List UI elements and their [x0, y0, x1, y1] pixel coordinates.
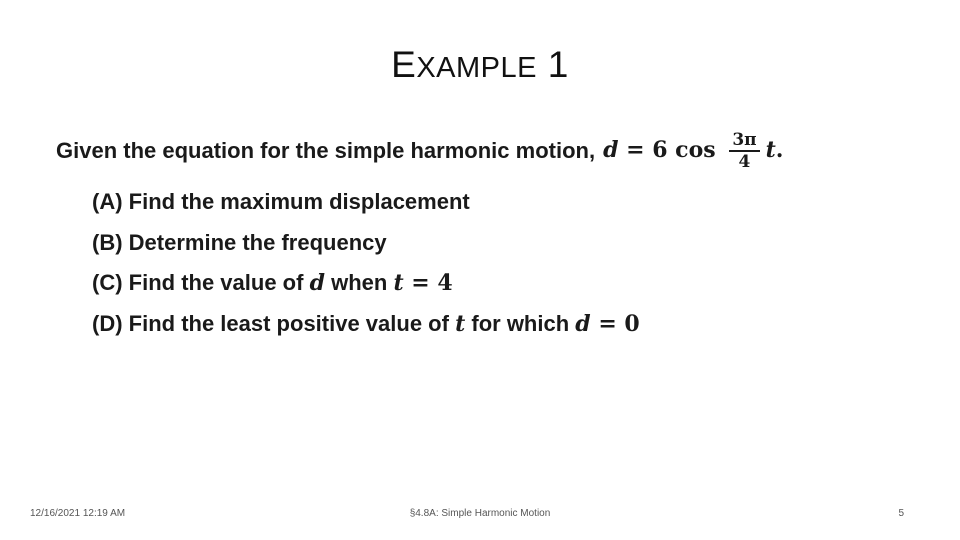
equation-fraction — [729, 130, 759, 172]
fraction-denominator: 4 — [738, 152, 751, 172]
part-d-var-d: d — [575, 310, 591, 337]
part-d-eq: = 0 — [598, 310, 640, 337]
title-rest: XAMPLE — [416, 52, 537, 84]
question-parts-list — [92, 186, 640, 348]
title-first-letter: E — [391, 44, 417, 85]
part-c — [92, 267, 640, 308]
equation-end: . — [775, 137, 784, 163]
footer-date: 12/16/2021 12:19 AM — [30, 508, 126, 519]
footer-topic: §4.8A: Simple Harmonic Motion — [409, 508, 551, 519]
part-d-text1: (D) Find the least positive value of — [92, 310, 449, 336]
equation-var-t: t — [765, 137, 776, 163]
equation-var-d: d — [603, 137, 619, 163]
part-b — [92, 227, 640, 268]
part-c-eq: = 4 — [411, 270, 453, 297]
part-d — [92, 308, 640, 349]
part-c-var-d: d — [309, 270, 325, 297]
equation-rhs: = 6 cos — [626, 137, 716, 163]
slide-title — [0, 44, 960, 86]
title-number: 1 — [547, 44, 569, 85]
part-a — [92, 186, 640, 227]
part-d-text2: for which — [471, 310, 570, 336]
part-a-text: (A) Find the maximum displacement — [92, 189, 470, 214]
part-c-text2: when — [331, 270, 388, 296]
part-b-text: (B) Determine the frequency — [92, 229, 387, 255]
equation — [603, 130, 783, 172]
fraction-numerator: 3π — [729, 130, 759, 152]
intro-text: Given the equation for the simple harmonic motion, — [56, 138, 596, 163]
part-c-equation — [393, 270, 452, 296]
part-d-equation — [575, 311, 639, 337]
part-c-var-t: t — [393, 270, 404, 297]
part-c-text1: (C) Find the value of — [92, 270, 304, 296]
problem-statement — [56, 130, 936, 172]
footer-page-number: 5 — [898, 508, 904, 519]
part-d-var-t: t — [455, 310, 466, 337]
